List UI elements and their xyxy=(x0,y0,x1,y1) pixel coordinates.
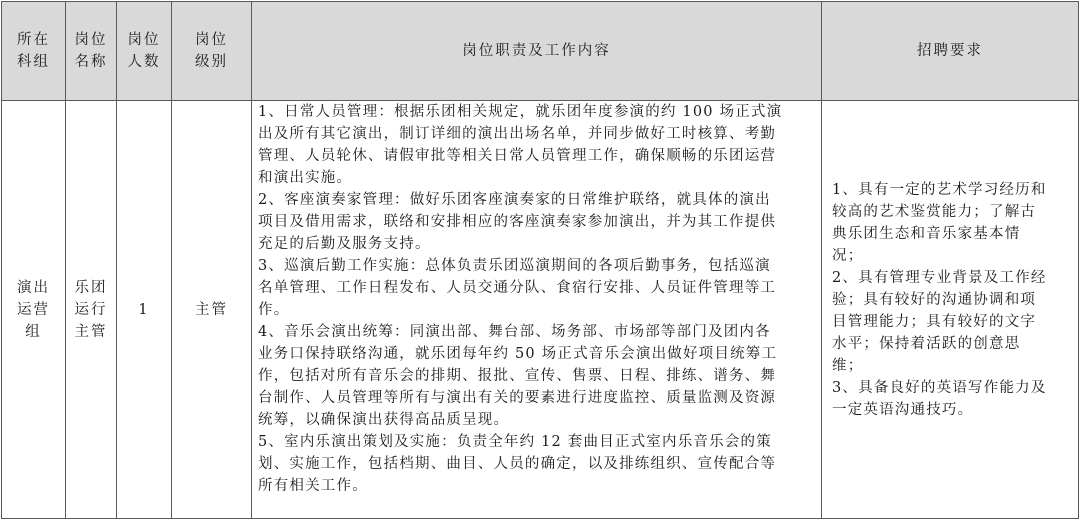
duties-line: 项目及借用需求，联络和安排相应的客座演奏家参加演出，并为其工作提供 xyxy=(258,214,777,230)
group-line3: 组 xyxy=(25,323,42,340)
duties-line: 管理、人员轮休、请假审批等相关日常人员管理工作，确保顺畅的乐团运营 xyxy=(258,148,777,164)
table-row xyxy=(2,101,1079,519)
requirements-line: 维； xyxy=(832,358,864,374)
duties-line: 5、室内乐演出策划及实施：负责全年约 12 套曲目正式室内乐音乐会的策 xyxy=(258,434,772,450)
cell-group xyxy=(2,101,66,519)
duties-line: 业务口保持联络沟通，就乐团每年约 50 场正式音乐会演出做好项目统筹工 xyxy=(258,346,778,362)
requirements-line: 目管理能力；具有较好的文字 xyxy=(832,314,1037,330)
duties-line: 划、实施工作，包括档期、曲目、人员的确定，以及排练组织、宣传配合等 xyxy=(258,456,777,472)
duties-line: 出及所有其它演出，制订详细的演出出场名单，并同步做好工时核算、考勤 xyxy=(258,126,777,142)
header-level xyxy=(172,2,252,101)
group-line1: 演出 xyxy=(17,279,50,296)
duties-line: 作。 xyxy=(258,302,290,318)
header-position-name xyxy=(66,2,117,101)
header-position-name-line1: 岗位 xyxy=(74,32,108,48)
position-name-line3: 主管 xyxy=(74,323,108,340)
cell-headcount: 1 xyxy=(117,101,172,519)
position-name-line1: 乐团 xyxy=(74,279,108,296)
cell-level: 主管 xyxy=(172,101,252,519)
duties-line: 所有相关工作。 xyxy=(258,478,368,494)
header-group xyxy=(2,2,66,101)
requirements-line: 1、具有一定的艺术学习经历和 xyxy=(832,182,1047,198)
header-position-name-line2: 名称 xyxy=(74,54,108,70)
position-name-line2: 运行 xyxy=(74,301,108,318)
duties-line: 作，包括对所有音乐会的排期、报批、宣传、售票、日程、排练、谱务、舞 xyxy=(258,368,777,384)
group-line2: 运营 xyxy=(17,301,50,318)
header-row xyxy=(2,2,1079,101)
header-headcount xyxy=(117,2,172,101)
header-headcount-line2: 人数 xyxy=(127,54,161,70)
requirements-line: 况； xyxy=(832,248,864,264)
cell-requirements xyxy=(822,101,1079,519)
job-posting-table xyxy=(1,1,1079,519)
header-requirements-label: 招聘要求 xyxy=(917,43,983,59)
requirements-line: 水平；保持着活跃的创意思 xyxy=(832,336,1021,352)
duties-line: 2、客座演奏家管理：做好乐团客座演奏家的日常维护联络，就具体的演出 xyxy=(258,192,771,208)
header-group-line1: 所在 xyxy=(17,32,50,48)
header-requirements xyxy=(822,2,1079,101)
duties-line: 名单管理、工作日程发布、人员交通分队、食宿行安排、人员证件管理等工 xyxy=(258,280,777,296)
duties-line: 3、巡演后勤工作实施：总体负责乐团巡演期间的各项后勤事务，包括巡演 xyxy=(258,258,771,274)
header-duties xyxy=(252,2,822,101)
cell-position-name xyxy=(66,101,117,519)
header-group-line2: 科组 xyxy=(17,54,50,70)
duties-line: 1、日常人员管理：根据乐团相关规定，就乐团年度参演的约 100 场正式演 xyxy=(258,104,783,120)
duties-line: 充足的后勤及服务支持。 xyxy=(258,236,431,252)
header-level-line2: 级别 xyxy=(195,54,228,70)
requirements-line: 一定英语沟通技巧。 xyxy=(832,402,974,418)
duties-line: 和演出实施。 xyxy=(258,170,353,186)
requirements-line: 验；具有较好的沟通协调和项 xyxy=(832,292,1037,308)
duties-line: 统筹，以确保演出获得高品质呈现。 xyxy=(258,412,510,428)
header-duties-label: 岗位职责及工作内容 xyxy=(462,43,611,59)
duties-line: 台制作、人员管理等所有与演出有关的要素进行进度监控、质量监测及资源 xyxy=(258,390,777,406)
requirements-line: 3、具备良好的英语写作能力及 xyxy=(832,380,1047,396)
requirements-line: 典乐团生态和音乐家基本情 xyxy=(832,226,1021,242)
requirements-line: 较高的艺术鉴赏能力；了解古 xyxy=(832,204,1037,220)
header-level-line1: 岗位 xyxy=(195,32,228,48)
header-headcount-line1: 岗位 xyxy=(127,32,161,48)
cell-duties xyxy=(252,101,822,519)
duties-line: 4、音乐会演出统筹：同演出部、舞台部、场务部、市场部等部门及团内各 xyxy=(258,324,771,340)
requirements-line: 2、具有管理专业背景及工作经 xyxy=(832,270,1047,286)
